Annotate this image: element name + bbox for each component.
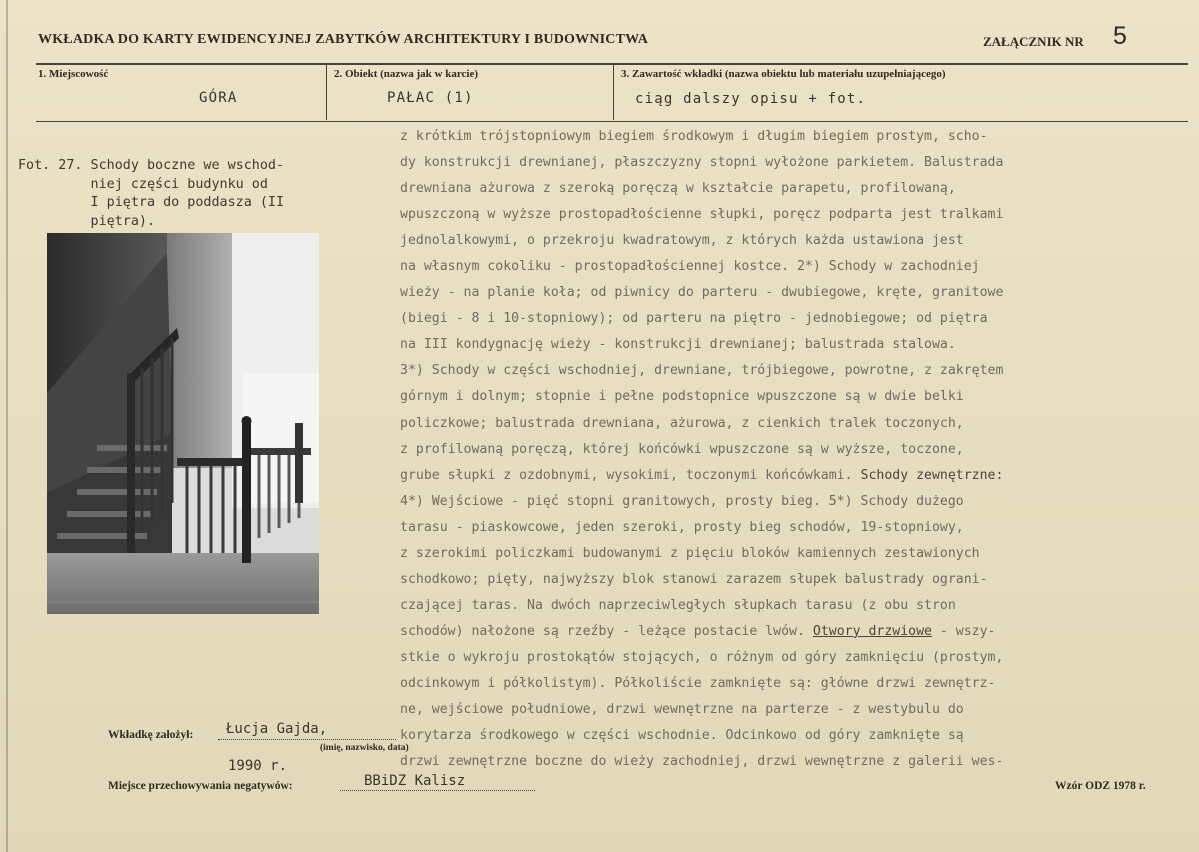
text-line: z szerokimi policzkami budowanymi z pięciu bloków kamiennych zestawionych xyxy=(400,545,980,561)
caption-line: piętra). xyxy=(18,213,156,229)
text-line: drzwi zewnętrzne boczne do wieży zachodniej, drzwi wewnętrzne z galerii wes- xyxy=(400,754,1004,770)
text-line: drewniana ażurowa z szeroką poręczą w kształcie parapetu, profilowaną, xyxy=(400,181,956,197)
inline-heading-exterior-stairs: Schody zewnętrzne: xyxy=(860,467,1004,483)
text-line: tarasu - piaskowcowe, jeden szeroki, prosty bieg schodów, 19-stopniowy, xyxy=(400,519,964,535)
text-segment: schodów) nałożone są rzeźby - leżące postacie lwów. xyxy=(400,623,805,639)
text-line-with-heading xyxy=(400,619,1170,645)
text-line: dy konstrukcji drewnianej, płaszczyzny stopni wyłożone parkietem. Balustrada xyxy=(400,155,1004,171)
locality-value: GÓRA xyxy=(199,90,238,106)
text-line: 3*) Schody w części wschodniej, drewniane, trójbiegowe, powrotne, z zakrętem xyxy=(400,363,1004,379)
object-value: PAŁAC (1) xyxy=(387,90,474,106)
prepared-by-line xyxy=(218,739,396,740)
text-line: stkie o wykroju prostokątów stojących, o różnym od góry zamknięciu (prostym, xyxy=(400,649,1004,665)
text-line: ne, wejściowe południowe, drzwi wewnętrzne na parterze - z westybulu do xyxy=(400,702,964,718)
prepared-by-sublabel: (imię, nazwisko, data) xyxy=(320,743,409,753)
text-line: odcinkowym i półkolistym). Półkoliście zamknięte są: główne drzwi zewnętrz- xyxy=(400,675,996,691)
text-segment: - wszy- xyxy=(931,623,996,639)
fields-bottom-rule xyxy=(36,121,1188,122)
text-line: górnym i dolnym; stopnie i pełne podstopnice wpuszczone są w dwie belki xyxy=(400,389,964,405)
card-edge xyxy=(6,0,8,852)
description-text xyxy=(400,124,1170,775)
photo-caption xyxy=(18,157,363,231)
text-line: (biegi - 8 i 10-stopniowy); od parteru na piętro - jednobiegowe; od piętra xyxy=(400,311,988,327)
text-line: jednolalkowymi, o przekroju kwadratowym, z których każda ustawiona jest xyxy=(400,233,964,249)
text-line: na własnym cokoliku - prostopadłościennej kostce. 2*) Schody w zachodniej xyxy=(400,259,980,275)
negatives-location-value: BBiDZ Kalisz xyxy=(364,773,466,789)
attachment-label: ZAŁĄCZNIK NR xyxy=(983,34,1084,49)
caption-line: I piętra do poddasza (II xyxy=(18,195,285,211)
locality-label: 1. Miejscowość xyxy=(38,68,109,80)
text-line: schodkowo; pięty, najwyższy blok stanowi zarazem słupek balustrady ograni- xyxy=(400,571,988,587)
object-label: 2. Obiekt (nazwa jak w karcie) xyxy=(334,68,479,80)
inline-heading-door-openings: Otwory drzwiowe xyxy=(812,623,932,639)
attachment-number: 5 xyxy=(1113,22,1127,50)
prepared-by-label: Wkładkę założył: xyxy=(108,729,194,741)
negatives-location-label: Miejsce przechowywania negatywów: xyxy=(108,780,293,792)
prepared-date: 1990 r. xyxy=(228,758,288,774)
text-line: wpuszczoną w wyższe prostopadłościenne słupki, poręcz podparta jest tralkami xyxy=(400,207,1004,223)
negatives-location-line xyxy=(340,790,535,791)
prepared-by-value: Łucja Gajda, xyxy=(226,721,328,737)
caption-line: Fot. 27. Schody boczne we wschod- xyxy=(18,158,285,173)
template-version: Wzór ODZ 1978 r. xyxy=(1055,780,1146,792)
text-line-with-heading xyxy=(400,463,1170,489)
caption-line: niej części budynku od xyxy=(18,176,268,192)
contents-label: 3. Zawartość wkładki (nazwa obiektu lub materiału uzupełniającego) xyxy=(621,68,946,80)
card-title: WKŁADKA DO KARTY EWIDENCYJNEJ ZABYTKÓW ARCHITEKTURY I BUDOWNICTWA xyxy=(38,32,649,47)
text-line: z profilowaną poręczą, której końcówki wpuszczone są w wyższe, toczone, xyxy=(400,441,964,457)
staircase-photo xyxy=(47,233,319,614)
text-line: na III kondygnację wieży - konstrukcji drewnianej; balustrada stalowa. xyxy=(400,337,956,353)
field-divider-2 xyxy=(613,64,614,120)
field-divider-1 xyxy=(326,64,327,120)
text-line: z krótkim trójstopniowym biegiem środkowym i długim biegiem prostym, scho- xyxy=(400,129,988,144)
text-line: korytarza środkowego w części wschodnie. Odcinkowo od góry zamknięte są xyxy=(400,728,964,744)
contents-value: ciąg dalszy opisu + fot. xyxy=(635,91,867,107)
text-line: czającej taras. Na dwóch naprzeciwległych słupkach tarasu (z obu stron xyxy=(400,597,956,613)
text-line: wieży - na planie koła; od piwnicy do parteru - dwubiegowe, kręte, granitowe xyxy=(400,285,1004,301)
text-line: 4*) Wejściowe - pięć stopni granitowych, prosty bieg. 5*) Schody dużego xyxy=(400,493,964,509)
text-line: policzkowe; balustrada drewniana, ażurowa, z cienkich tralek toczonych, xyxy=(400,415,964,431)
text-segment: grube słupki z ozdobnymi, wysokimi, toczonymi końcówkami. xyxy=(400,467,853,483)
header-rule xyxy=(36,63,1188,65)
staircase-photo-image xyxy=(47,233,319,614)
